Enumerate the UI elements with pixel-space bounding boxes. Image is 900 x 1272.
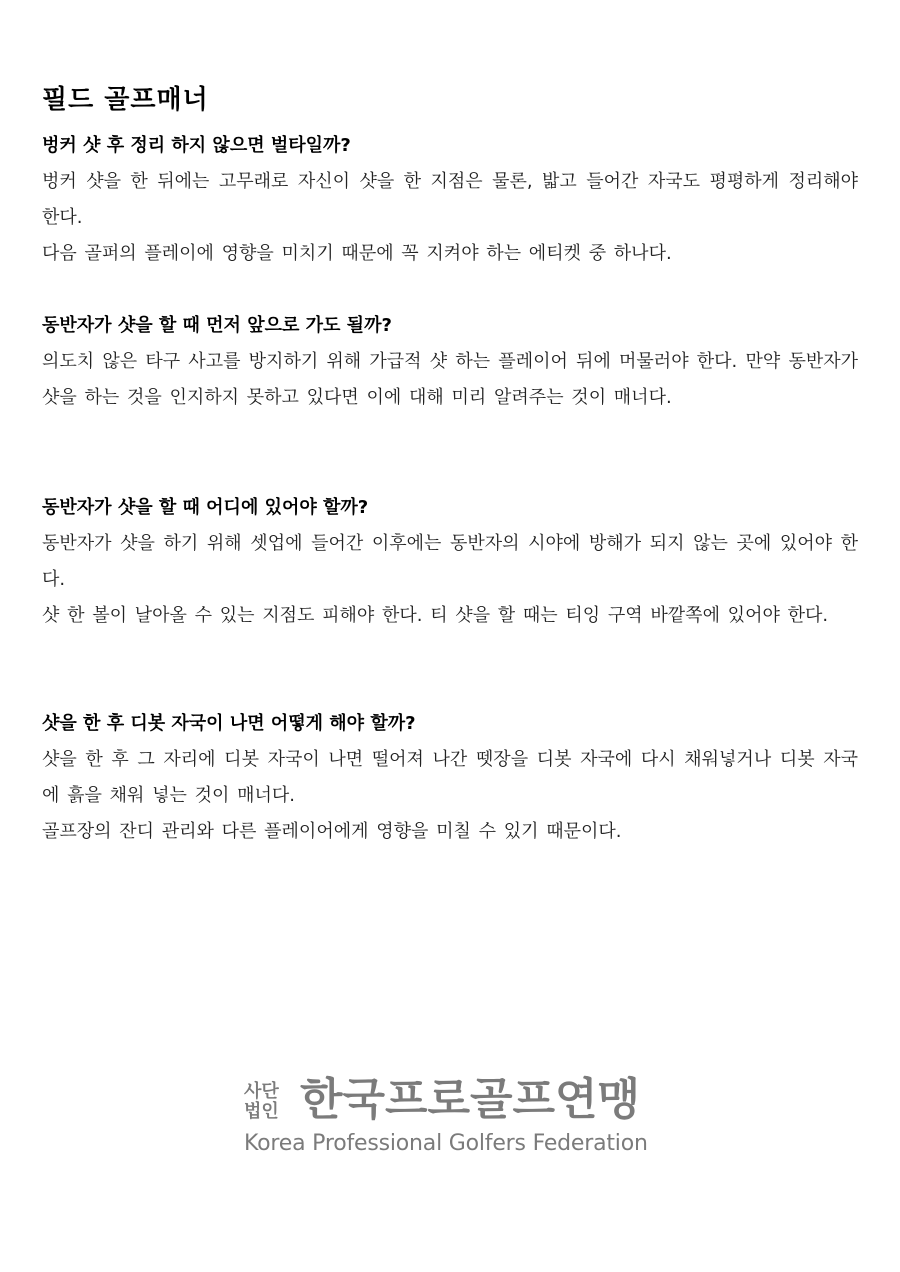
section-paragraph: 샷 한 볼이 날아올 수 있는 지점도 피해야 한다. 티 샷을 할 때는 티잉 구역 바깥쪽에 있어야 한다. [42, 605, 829, 626]
section-bunker [42, 128, 858, 272]
kpgf-logo [244, 1074, 664, 1160]
section-question: 동반자가 샷을 할 때 어디에 있어야 할까? [42, 497, 369, 518]
section-paragraph: 골프장의 잔디 관리와 다른 플레이어에게 영향을 미칠 수 있기 때문이다. [42, 821, 622, 842]
section-question: 샷을 한 후 디봇 자국이 나면 어떻게 해야 할까? [42, 713, 416, 734]
logo-korean-name: 한국프로골프연맹 [300, 1074, 641, 1125]
section-paragraph: 의도치 않은 타구 사고를 방지하기 위해 가급적 샷 하는 플레이어 뒤에 머물러야 한다. 만약 동반자가 샷을 하는 것을 인지하지 못하고 있다면 이에 대해 미리 알려주는 것이 매너다. [42, 351, 858, 408]
section-move-ahead [42, 308, 858, 416]
section-question: 벙커 샷 후 정리 하지 않으면 벌타일까? [42, 135, 351, 156]
section-position [42, 490, 858, 634]
logo-corporation-label [244, 1082, 294, 1122]
section-paragraph: 샷을 한 후 그 자리에 디봇 자국이 나면 떨어져 나간 뗏장을 디봇 자국에 다시 채워넣거나 디봇 자국에 흙을 채워 넣는 것이 매너다. [42, 749, 858, 806]
section-paragraph: 다음 골퍼의 플레이에 영향을 미치기 때문에 꼭 지켜야 하는 에티켓 중 하나다. [42, 243, 672, 264]
section-paragraph: 벙커 샷을 한 뒤에는 고무래로 자신이 샷을 한 지점은 물론, 밟고 들어간 자국도 평평하게 정리해야 한다. [42, 171, 859, 228]
logo-small-line: 법인 [244, 1101, 279, 1122]
section-paragraph: 동반자가 샷을 하기 위해 셋업에 들어간 이후에는 동반자의 시야에 방해가 되지 않는 곳에 있어야 한다. [42, 533, 858, 590]
section-question: 동반자가 샷을 할 때 먼저 앞으로 가도 될까? [42, 315, 392, 336]
section-divot [42, 706, 858, 850]
logo-small-line: 사단 [244, 1081, 279, 1102]
page-title: 필드 골프매너 [42, 85, 209, 115]
logo-english-name: Korea Professional Golfers Federation [244, 1131, 648, 1156]
